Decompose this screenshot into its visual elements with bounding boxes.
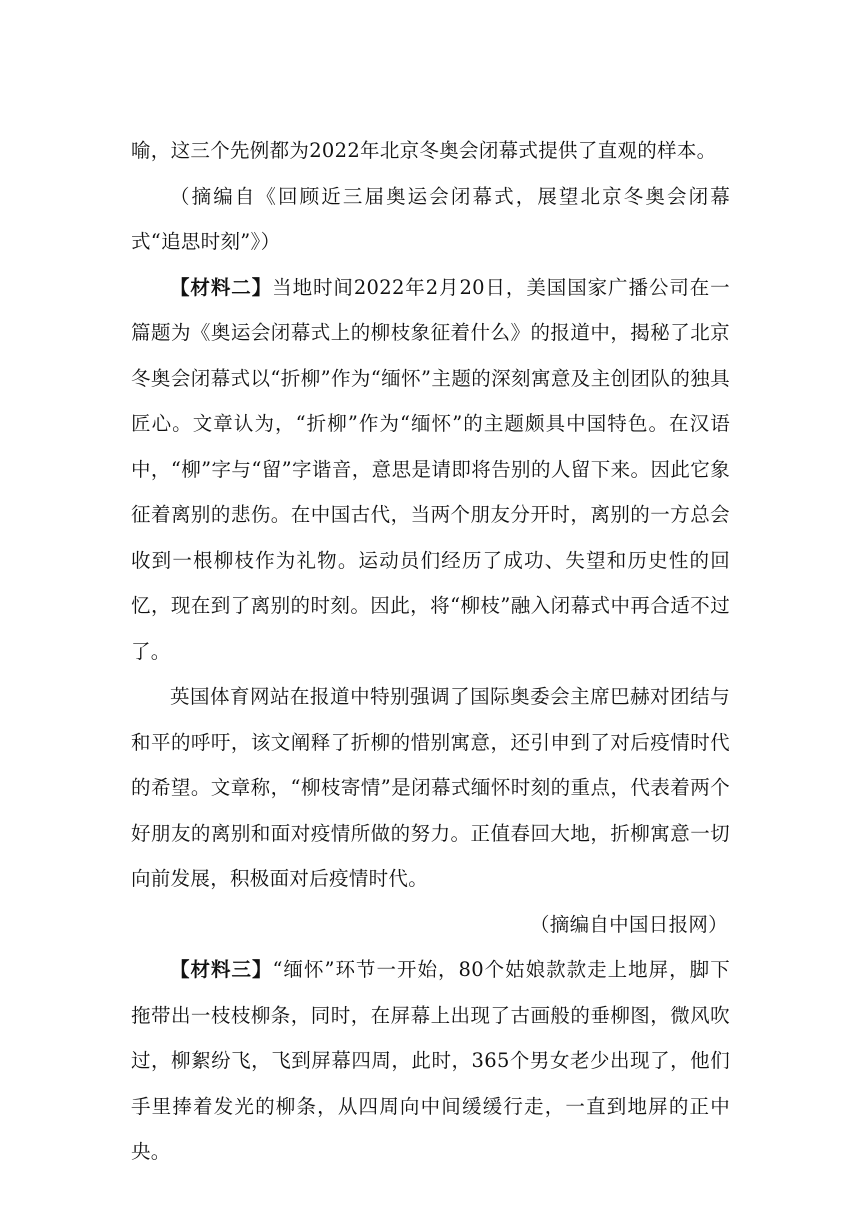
source-citation-1: （摘编自《回顾近三届奥运会闭幕式，展望北京冬奥会闭幕式“追思时刻”》） bbox=[131, 184, 730, 253]
material-2-text: 当地时间2022年2月20日，美国国家广播公司在一篇题为《奥运会闭幕式上的柳枝象征着什么》的报道中，揭秘了北京冬奥会闭幕式以“折柳”作为“缅怀”主题的深刻寓意及主创团队的独具匠心。文章认为，“折柳”作为“缅怀”的主题颇具中国特色。在汉语中，“柳”字与“留”字谐音，意思是请即将告别的人留下来。因此它象征着离别的悲伤。在中国古代，当两个朋友分开时，离别的一方总会收到一根柳枝作为礼物。运动员们经历了成功、失望和历史性的回忆，现在到了离别的时刻。因此，将“柳枝”融入闭幕式中再合适不过了。 bbox=[131, 275, 730, 663]
material-3-label: 【材料三】 bbox=[170, 958, 273, 981]
material-2-label: 【材料二】 bbox=[170, 275, 273, 299]
paragraph-continuation: 喻，这三个先例都为2022年北京冬奥会闭幕式提供了直观的样本。 bbox=[131, 139, 717, 162]
source-citation-2: （摘编自中国日报网） bbox=[529, 912, 728, 936]
british-sports-paragraph: 英国体育网站在报道中特别强调了国际奥委会主席巴赫对团结与和平的呼吁，该文阐释了折柳的惜别寓意，还引申到了对后疫情时代的希望。文章称，“柳枝寄情”是闭幕式缅怀时刻的重点，代表着两个好朋友的离别和面对疫情所做的努力。正值春回大地，折柳寓意一切向前发展，积极面对后疫情时代。 bbox=[131, 685, 730, 890]
material-3-paragraph bbox=[131, 947, 730, 1175]
material-3-text: “缅怀”环节一开始，80个姑娘款款走上地屏，脚下拖带出一枝枝柳条，同时，在屏幕上出现了古画般的垂柳图，微风吹过，柳絮纷飞，飞到屏幕四周，此时，365个男女老少出现了，他们手里捧着发光的柳条，从四周向中间缓缓行走，一直到地屏的正中央。 bbox=[131, 958, 730, 1163]
material-2-paragraph bbox=[131, 265, 730, 675]
